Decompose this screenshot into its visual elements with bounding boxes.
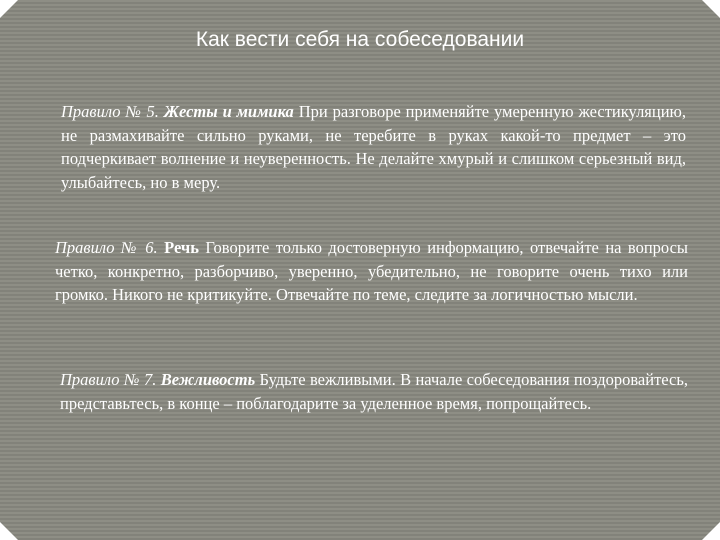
- rule-5-name: Правило № 5.: [61, 102, 159, 121]
- corner-bevel-bottom-right: [702, 522, 720, 540]
- rule-7-name: Правило № 7.: [60, 370, 157, 389]
- rule-6-name: Правило № 6.: [55, 238, 158, 257]
- corner-bevel-top-left: [0, 0, 18, 18]
- rule-7-topic: Вежливость: [160, 370, 256, 389]
- corner-bevel-top-right: [702, 0, 720, 18]
- rule-6-text: Говорите только достоверную информацию, отвечайте на вопросы четко, конкретно, разборчиво, уверенно, убедительно, не говорите очень тихо или громко. Никого не критикуйте. Отвечайте по теме, следите за логичностью мысли.: [55, 238, 689, 304]
- slide-title: Как вести себя на собеседовании: [195, 28, 525, 51]
- rule-7-text: Будьте вежливыми. В начале собеседования поздоровайтесь, представьтесь, в конце – поблагодарите за уделенное время, попрощайтесь.: [60, 370, 689, 413]
- rule-6-topic: Речь: [164, 238, 199, 257]
- rule-5-paragraph: [61, 100, 686, 194]
- rule-6-paragraph: [55, 236, 688, 307]
- rule-5-topic: Жесты и мимика: [163, 102, 294, 121]
- rule-5-text: При разговоре применяйте умеренную жестикуляцию, не размахивайте сильно руками, не теребите в руках какой-то предмет – это подчеркивает волнение и неуверенность. Не делайте хмурый и слишком серьезный вид, улыбайтесь, но в меру.: [61, 102, 687, 192]
- rule-7-paragraph: [60, 368, 688, 415]
- corner-bevel-bottom-left: [0, 522, 18, 540]
